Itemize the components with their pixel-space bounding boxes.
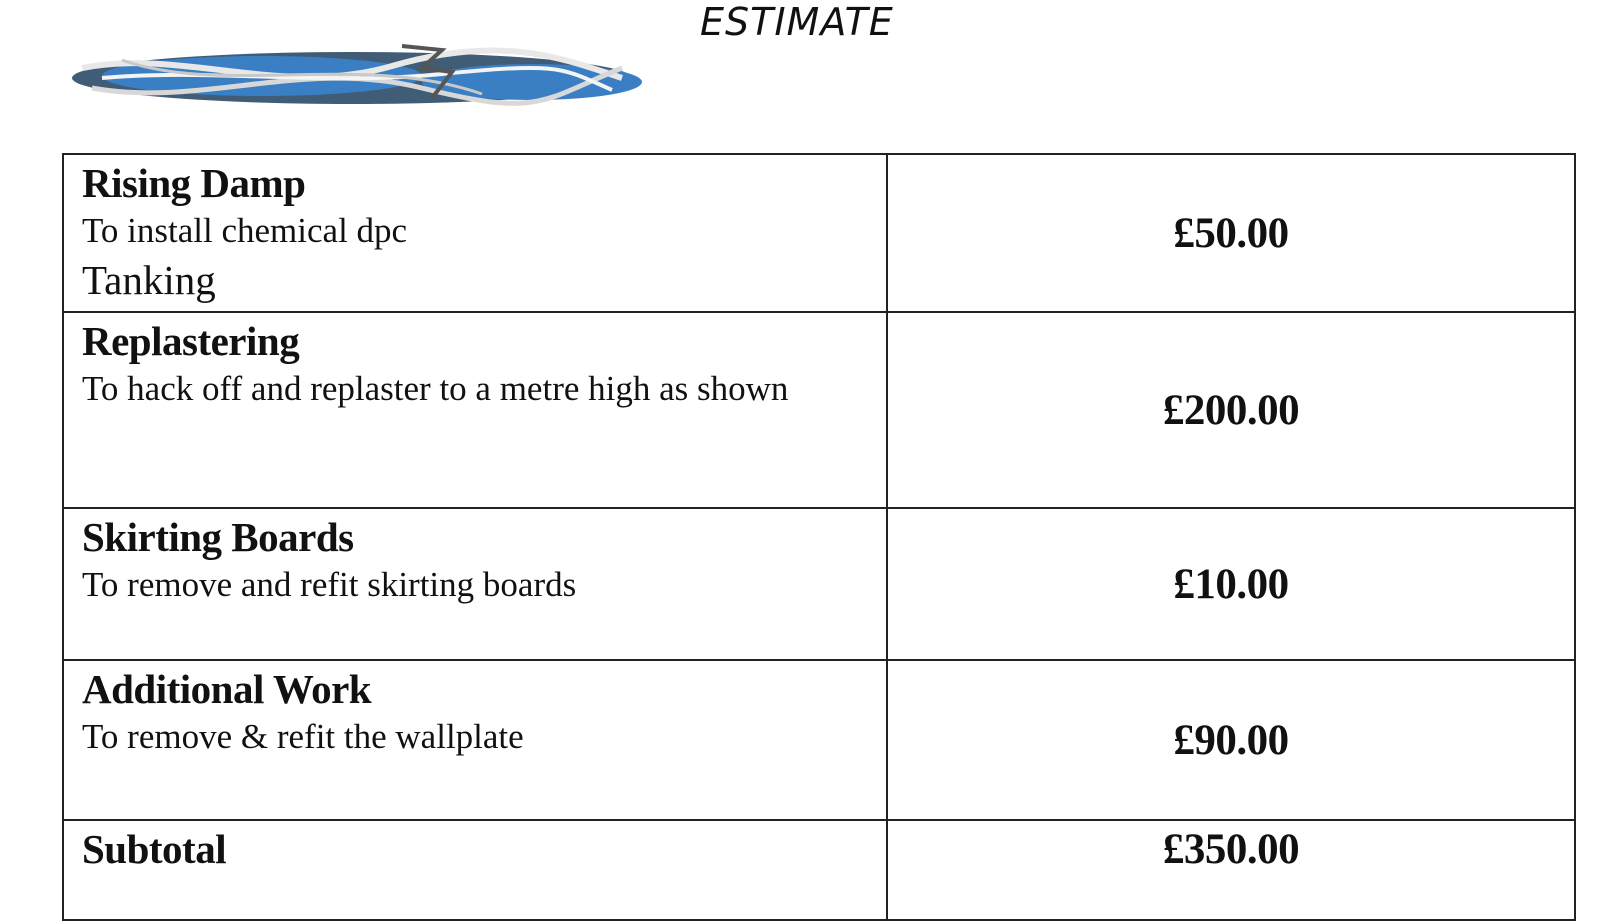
subtotal-value: £350.00 [887, 820, 1575, 920]
item-price: £90.00 [887, 660, 1575, 820]
item-heading: Rising Damp [82, 160, 306, 206]
item-price: £10.00 [887, 508, 1575, 660]
item-detail-line: To remove and refit skirting boards [82, 565, 577, 604]
item-description-cell [63, 154, 887, 312]
table-row [63, 660, 1575, 820]
item-price: £200.00 [887, 312, 1575, 508]
table-row [63, 312, 1575, 508]
item-heading: Replastering [82, 318, 300, 364]
item-detail-line: To hack off and replaster to a metre high as shown [82, 369, 789, 408]
item-description-cell [63, 508, 887, 660]
subtotal-label: Subtotal [82, 826, 227, 872]
table-row [63, 508, 1575, 660]
item-description-cell [63, 660, 887, 820]
estimate-table [62, 153, 1576, 921]
table-row [63, 154, 1575, 312]
subtotal-label-cell [63, 820, 887, 920]
item-detail-line: To remove & refit the wallplate [82, 717, 524, 756]
item-detail-line: To install chemical dpc [82, 211, 408, 250]
item-heading: Skirting Boards [82, 514, 354, 560]
document-title: ESTIMATE [700, 0, 894, 44]
item-heading: Additional Work [82, 666, 372, 712]
subtotal-row [63, 820, 1575, 920]
redacted-company-name [62, 38, 652, 118]
item-price: £50.00 [887, 154, 1575, 312]
item-description-cell [63, 312, 887, 508]
item-detail-line: Tanking [82, 257, 216, 303]
